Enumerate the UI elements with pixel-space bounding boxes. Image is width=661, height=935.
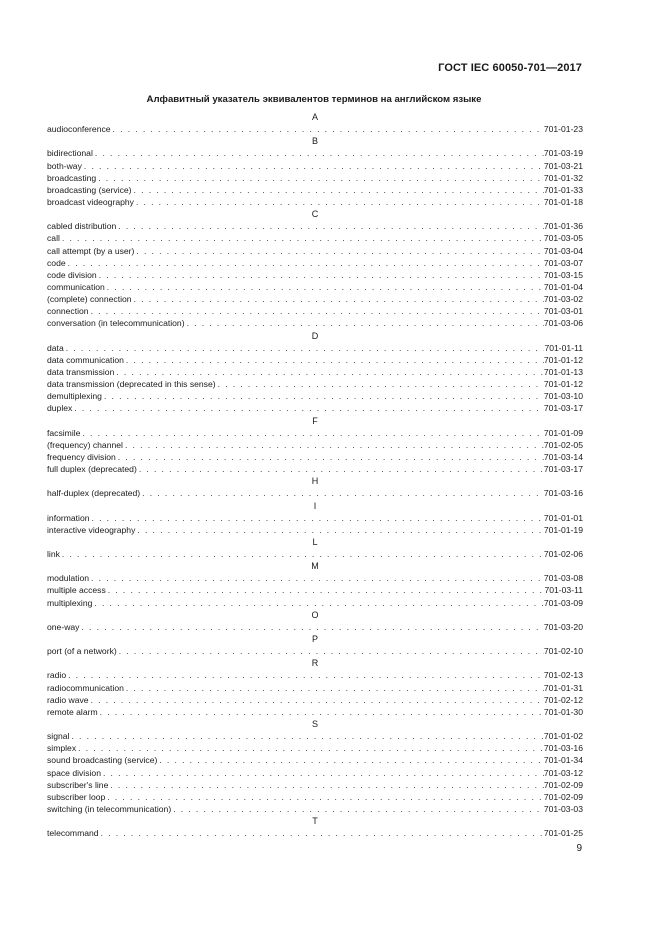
entry-code: 701-03-17 (543, 403, 583, 414)
entry-code: 701-01-30 (543, 706, 583, 717)
index-entry (47, 257, 583, 269)
index-entry (47, 196, 583, 208)
index-entry (47, 572, 583, 584)
dot-leader (157, 754, 543, 766)
dot-leader (99, 827, 544, 839)
entry-term: data (47, 342, 64, 353)
index-entry (47, 706, 583, 718)
entry-term: one-way (47, 621, 80, 632)
entry-code: 701-03-02 (543, 294, 583, 305)
index-entry (47, 378, 583, 390)
section-letter: C (311, 209, 319, 220)
entry-term: both-way (47, 160, 82, 171)
entry-code: 701-01-25 (543, 828, 583, 839)
dot-leader (216, 378, 544, 390)
entry-term: code division (47, 269, 97, 280)
dot-leader (80, 427, 543, 439)
dot-leader (101, 767, 544, 779)
dot-leader (185, 317, 544, 329)
index-entry (47, 463, 583, 475)
index-entry (47, 439, 583, 451)
entry-term: audioconference (47, 124, 111, 135)
dot-leader (82, 160, 544, 172)
entry-code: 701-03-16 (543, 743, 583, 754)
entry-code: 701-02-09 (543, 791, 583, 802)
dot-leader (111, 123, 544, 135)
entry-term: space division (47, 767, 101, 778)
dot-leader (89, 694, 544, 706)
entry-term: data transmission (47, 366, 115, 377)
index-entry (47, 584, 583, 596)
dot-leader (69, 730, 543, 742)
index-entry (47, 803, 583, 815)
entry-term: switching (in telecommunication) (47, 804, 172, 815)
dot-leader (93, 147, 544, 159)
entry-term: subscriber loop (47, 791, 106, 802)
entry-code: 701-03-09 (543, 597, 583, 608)
index-entry (47, 402, 583, 414)
entry-code: 701-03-17 (543, 464, 583, 475)
entry-code: 701-03-14 (543, 451, 583, 462)
entry-term: interactive videography (47, 524, 136, 535)
index-entry (47, 354, 583, 366)
dot-leader (135, 524, 543, 536)
index-entry (47, 767, 583, 779)
entry-code: 701-02-06 (543, 549, 583, 560)
index-title: Алфавитный указатель эквивалентов терминов на английском языке (146, 94, 482, 105)
index-entry (47, 317, 583, 329)
dot-leader (89, 572, 544, 584)
entry-term: full duplex (deprecated) (47, 464, 137, 475)
section-letter: F (312, 415, 318, 426)
entry-code: 701-03-16 (543, 488, 583, 499)
entry-code: 701-01-01 (543, 512, 583, 523)
index-entry (47, 597, 583, 609)
entry-code: 701-01-09 (543, 427, 583, 438)
entry-term: remote alarm (47, 706, 98, 717)
dot-leader (137, 463, 544, 475)
index-entry (47, 366, 583, 378)
index-entry (47, 827, 583, 839)
entry-term: radio (47, 670, 67, 681)
entry-code: 701-02-05 (543, 439, 583, 450)
dot-leader (64, 342, 545, 354)
entry-code: 701-01-18 (543, 196, 583, 207)
dot-leader (76, 742, 544, 754)
index-entry (47, 512, 583, 524)
index-entry (47, 293, 583, 305)
entry-term: communication (47, 281, 105, 292)
entry-term: broadcasting (service) (47, 184, 132, 195)
section-letter: M (311, 561, 319, 572)
section-letter: S (311, 719, 318, 730)
entry-term: conversation (in telecommunication) (47, 318, 185, 329)
section-letter: B (311, 136, 318, 147)
entry-term: port (of a network) (47, 646, 117, 657)
entry-code: 701-03-10 (543, 391, 583, 402)
index-entry (47, 487, 583, 499)
section-letter: T (312, 816, 318, 827)
section-letter: H (311, 476, 319, 487)
index-entry (47, 342, 583, 354)
entry-code: 701-02-13 (543, 670, 583, 681)
dot-leader (140, 487, 544, 499)
dot-leader (72, 402, 543, 414)
entry-term: information (47, 512, 90, 523)
entry-code: 701-01-32 (543, 172, 583, 183)
dot-leader (79, 621, 543, 633)
dot-leader (97, 269, 544, 281)
index-entry (47, 281, 583, 293)
entry-code: 701-01-23 (543, 124, 583, 135)
dot-leader (124, 682, 544, 694)
entry-term: (complete) connection (47, 294, 132, 305)
entry-code: 701-02-09 (543, 779, 583, 790)
entry-term: cabled distribution (47, 221, 117, 232)
index-entry (47, 682, 583, 694)
entry-code: 701-03-20 (543, 621, 583, 632)
index-entry (47, 754, 583, 766)
index-entry (47, 694, 583, 706)
entry-term: frequency division (47, 451, 116, 462)
entry-term: subscriber's line (47, 779, 109, 790)
entry-code: 701-01-11 (544, 342, 583, 353)
entry-code: 701-03-03 (543, 804, 583, 815)
entry-code: 701-03-01 (543, 306, 583, 317)
entry-term: telecommand (47, 828, 99, 839)
dot-leader (117, 645, 544, 657)
entry-term: data communication (47, 354, 124, 365)
index-entry (47, 779, 583, 791)
index-entry (47, 160, 583, 172)
dot-leader (116, 220, 544, 232)
index-entry (47, 427, 583, 439)
entry-term: multiplexing (47, 597, 93, 608)
entry-term: facsimile (47, 427, 81, 438)
index-entry (47, 305, 583, 317)
dot-leader (92, 597, 543, 609)
section-letter: R (311, 658, 319, 669)
entry-code: 701-03-07 (543, 257, 583, 268)
entry-code: 701-01-33 (543, 184, 583, 195)
entry-term: radio wave (47, 694, 89, 705)
dot-leader (132, 184, 544, 196)
entry-term: signal (47, 731, 70, 742)
section-letter: A (311, 112, 318, 122)
entry-code: 701-03-05 (543, 233, 583, 244)
entry-code: 701-01-12 (543, 354, 583, 365)
document-standard-header: ГОСТ IEC 60050-701—2017 (438, 62, 582, 74)
entry-term: duplex (47, 403, 73, 414)
entry-term: (frequency) channel (47, 439, 123, 450)
dot-leader (96, 172, 544, 184)
dot-leader (134, 245, 543, 257)
index-entry (47, 451, 583, 463)
dot-leader (114, 366, 543, 378)
index-entry (47, 390, 583, 402)
entry-term: broadcasting (47, 172, 97, 183)
index-entry (47, 730, 583, 742)
section-letter: O (311, 609, 319, 620)
index-entry (47, 232, 583, 244)
dot-leader (106, 584, 545, 596)
entry-term: radiocommunication (47, 682, 124, 693)
entry-code: 701-03-12 (543, 767, 583, 778)
entry-term: half-duplex (deprecated) (47, 488, 141, 499)
entry-code: 701-01-02 (543, 731, 583, 742)
index-entry (47, 621, 583, 633)
index-entry (47, 245, 583, 257)
index-entry (47, 645, 583, 657)
entry-term: code (47, 257, 66, 268)
dot-leader (60, 548, 544, 560)
index-entry (47, 184, 583, 196)
dot-leader (123, 439, 544, 451)
dot-leader (108, 779, 543, 791)
index-entry (47, 220, 583, 232)
dot-leader (89, 305, 544, 317)
section-letter: D (311, 330, 319, 341)
page-number: 9 (576, 843, 582, 854)
entry-term: bidirectional (47, 148, 93, 159)
entry-term: modulation (47, 573, 90, 584)
entry-code: 701-01-31 (543, 682, 583, 693)
entry-code: 701-03-06 (543, 318, 583, 329)
entry-term: connection (47, 306, 89, 317)
entry-code: 701-01-34 (543, 755, 583, 766)
dot-leader (124, 354, 544, 366)
dot-leader (98, 706, 544, 718)
index-entry (47, 269, 583, 281)
dot-leader (66, 257, 544, 269)
dot-leader (105, 281, 544, 293)
index-entry (47, 791, 583, 803)
entry-term: multiple access (47, 585, 106, 596)
entry-code: 701-01-19 (543, 524, 583, 535)
dot-leader (105, 791, 544, 803)
section-letter: L (312, 536, 318, 547)
section-letter: P (311, 634, 318, 645)
entry-term: link (47, 549, 60, 560)
entry-code: 701-03-19 (543, 148, 583, 159)
entry-code: 701-02-12 (543, 694, 583, 705)
entry-code: 701-03-15 (543, 269, 583, 280)
index-entry (47, 147, 583, 159)
dot-leader (132, 293, 544, 305)
entry-code: 701-03-04 (543, 245, 583, 256)
entry-code: 701-01-12 (543, 379, 583, 390)
entry-code: 701-01-13 (543, 366, 583, 377)
section-letter: I (313, 500, 317, 511)
index-entry (47, 669, 583, 681)
dot-leader (116, 451, 544, 463)
entry-term: call (47, 233, 60, 244)
entry-code: 701-03-11 (544, 585, 583, 596)
dot-leader (134, 196, 544, 208)
index-entry (47, 123, 583, 135)
dot-leader (102, 390, 544, 402)
entry-term: data transmission (deprecated in this sense) (47, 379, 216, 390)
entry-term: simplex (47, 743, 77, 754)
entry-code: 701-01-04 (543, 281, 583, 292)
entry-code: 701-01-36 (543, 221, 583, 232)
entry-term: call attempt (by a user) (47, 245, 135, 256)
dot-leader (60, 232, 544, 244)
entry-term: broadcast videography (47, 196, 134, 207)
index-entry (47, 742, 583, 754)
entry-code: 701-02-10 (543, 646, 583, 657)
dot-leader (171, 803, 544, 815)
index-entry (47, 524, 583, 536)
dot-leader (90, 512, 544, 524)
entry-code: 701-03-21 (543, 160, 583, 171)
entry-term: sound broadcasting (service) (47, 755, 158, 766)
index-entry (47, 548, 583, 560)
entry-code: 701-03-08 (543, 573, 583, 584)
dot-leader (66, 669, 544, 681)
alphabetical-index (47, 111, 583, 839)
entry-term: demultiplexing (47, 391, 102, 402)
index-entry (47, 172, 583, 184)
